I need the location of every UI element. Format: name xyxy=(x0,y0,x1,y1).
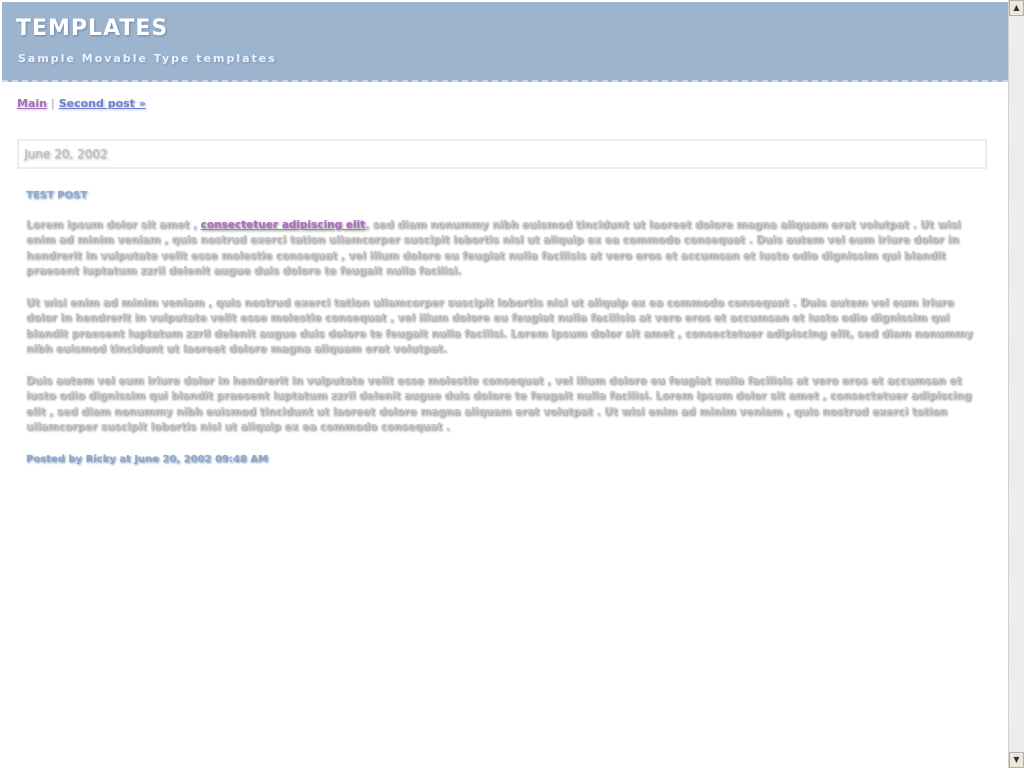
post-paragraph-1 xyxy=(26,218,986,280)
blog-description: Sample Movable Type templates xyxy=(18,52,277,65)
next-post-link[interactable]: Second post » xyxy=(58,97,146,110)
post-footer[interactable]: Posted by Ricky at June 20, 2002 09:48 AM xyxy=(26,453,268,465)
entry-navigation xyxy=(17,97,146,110)
inline-link[interactable]: consectetuer adipiscing elit xyxy=(200,218,366,231)
paragraph-1-text-start: Lorem ipsum dolor sit amet , xyxy=(26,218,201,231)
post-paragraph-3: Duis autem vel eum iriure dolor in hendrerit in vulputate velit esse molestie consequat , vel illum dolore eu feugiat nulla facilisis at vero eros et accumsan et iusto odio dignissim qui blandit praesent luptatum zzril delenit augue duis dolore te feugait nulla facilisi. Lorem ipsum dolor sit amet , consectetuer adipiscing elit , sed diam nonummy nibh euismod tincidunt ut laoreet dolore magna aliquam erat volutpat . Ut wisi enim ad minim veniam , quis nostrud exerci tation ullamcorper suscipit lobortis nisl ut aliquip ex ea commodo consequat . xyxy=(26,374,972,433)
main-link[interactable]: Main xyxy=(17,97,47,110)
post-title: TEST POST xyxy=(26,190,88,201)
nav-separator: | xyxy=(50,97,55,110)
scroll-down-arrow-icon[interactable]: ▼ xyxy=(1009,752,1024,768)
paragraph-1-text-end: , sed diam nonummy nibh euismod tincidunt ut laoreet dolore magna aliquam erat volutpat . Ut wisi enim ad minim veniam , quis nostrud exerci tation ullamcorper suscipit lobortis nisl ut aliquip ex ea commodo consequat . Duis autem vel eum iriure dolor in hendrerit in vulputate velit esse molestie consequat , vel illum dolore eu feugiat nulla facilisis at vero eros et accumsan et iusto odio dignissim qui blandit praesent luptatum zzril delenit augue duis dolore te feugait nulla facilisi. xyxy=(26,218,961,277)
blog-title[interactable]: TEMPLATES xyxy=(16,16,169,41)
blog-post xyxy=(26,188,986,467)
post-date: June 20, 2002 xyxy=(24,147,108,161)
blog-banner xyxy=(2,2,1008,82)
post-paragraph-2: Ut wisi enim ad minim veniam , quis nostrud exerci tation ullamcorper suscipit lobortis nisl ut aliquip ex ea commodo consequat . Duis autem vel eum iriure dolor in hendrerit in vulputate velit esse molestie consequat , vel illum dolore eu feugiat nulla facilisis at vero eros et accumsan et iusto odio dignissim qui blandit praesent luptatum zzril delenit augue duis dolore te feugait nulla facilisi. Lorem ipsum dolor sit amet , consectetuer adipiscing elit, sed diam nonummy nibh euismod tincidunt ut laoreet dolore magna aliquam erat volutpat. xyxy=(26,296,973,355)
date-header xyxy=(17,139,987,169)
vertical-scrollbar[interactable] xyxy=(1008,0,1024,768)
scroll-up-arrow-icon[interactable]: ▲ xyxy=(1009,0,1024,16)
